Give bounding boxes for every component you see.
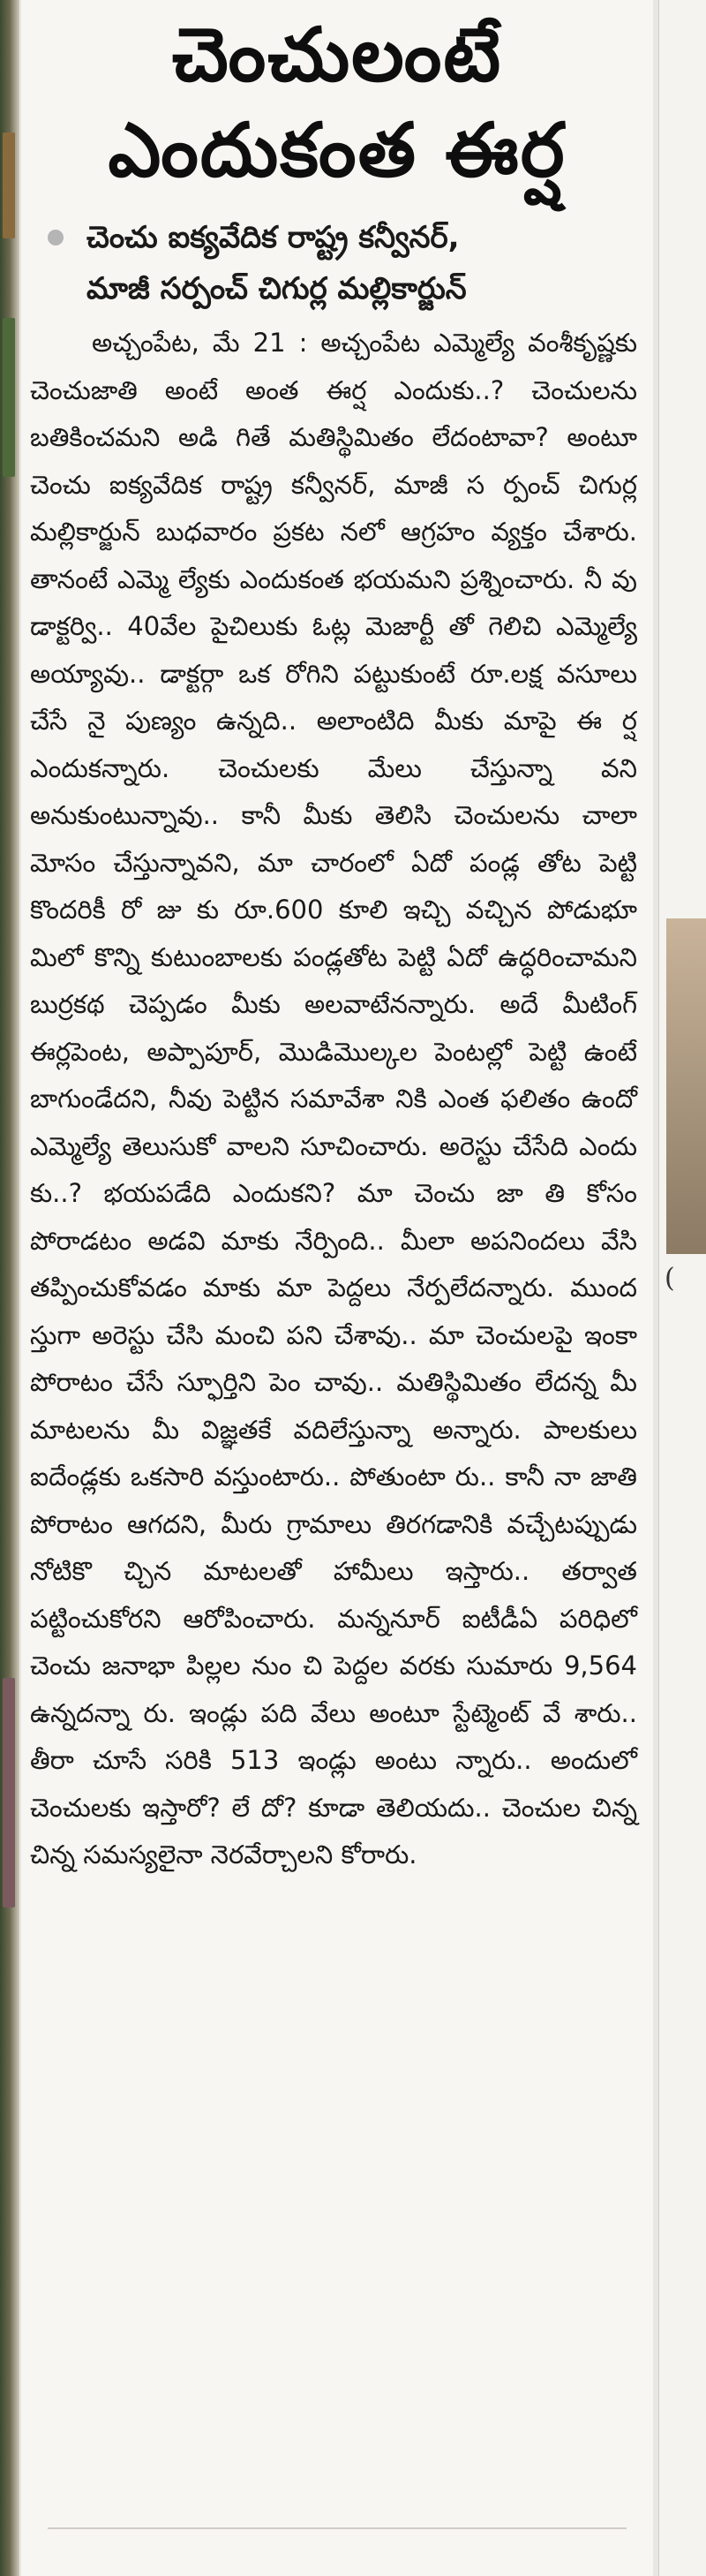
bullet-icon xyxy=(48,230,64,246)
article-paragraph: అచ్చంపేట, మే 21 : అచ్చంపేట ఎమ్మెల్యే వంశీకృష్ణకు చెంచుజాతి అంటే అంత ఈర్ష ఎందుకు..? చెంచులను బతికించమని అడి గితే మతిస్థిమితం లేదంటావా? అంటూ చెంచు ఐక్యవేదిక రాష్ట్ర కన్వీనర్, మాజీ స ర్పంచ్ చిగుర్ల మల్లికార్జున్ బుధవారం ప్రకట నలో ఆగ్రహం వ్యక్తం చేశారు. తానంటే ఎమ్మె ల్యేకు ఎందుకంత భయమని ప్రశ్నించారు. నీ వు డాక్టర్వి.. 40వేల పైచిలుకు ఓట్ల మెజార్టీ తో గెలిచి ఎమ్మెల్యే అయ్యావు.. డాక్టర్గా ఒక రోగిని పట్టుకుంటే రూ.లక్ష వసూలు చేసే నై పుణ్యం ఉన్నది.. అలాంటిది మీకు మాపై ఈ ర్ష ఎందుకన్నారు. చెంచులకు మేలు చేస్తున్నా వని అనుకుంటున్నావు.. కానీ మీకు తెలిసి చెంచులను చాలా మోసం చేస్తున్నావని, మా చారంలో ఏదో పండ్ల తోట పెట్టి కొందరికీ రో జు కు రూ.600 కూలి ఇచ్చి వచ్చిన పోడుభూ మిలో కొన్ని కుటుంబాలకు పండ్లతోట పెట్టి ఏదో ఉద్ధరించామని బుర్రకథ చెప్పడం మీకు అలవాటేనన్నారు. అదే మీటింగ్ ఈర్లపెంట, అప్పాపూర్, మొడిమొల్కల పెంటల్లో పెట్టి ఉంటే బాగుండేదని, నీవు పెట్టిన సమావేశా నికి ఎంత ఫలితం ఉందో ఎమ్మెల్యే తెలుసుకో వాలని సూచించారు. అరెస్టు చేసేది ఎందు కు..? భయపడేది ఎందుకని? మా చెంచు జా తి కోసం పోరాడటం అడవి మాకు నేర్పింది.. మీలా అపనిందలు వేసి తప్పించుకోవడం మాకు మా పెద్దలు నేర్పలేదన్నారు. ముంద స్తుగా అరెస్టు చేసి మంచి పని చేశావు.. మా చెంచులపై ఇంకా పోరాటం చేసే స్ఫూర్తిని పెం చావు.. మతిస్థిమితం లేదన్న మీ మాటలను మీ విజ్ఞతకే వదిలేస్తున్నా అన్నారు. పాలకులు ఐదేండ్లకు ఒకసారి వస్తుంటారు.. పోతుంటా రు.. కానీ నా జాతి పోరాటం ఆగదని, మీరు గ్రామాలు తిరగడానికి వచ్చేటప్పుడు నోటికొ చ్చిన మాటలతో హామీలు ఇస్తారు.. తర్వాత పట్టించుకోరని ఆరోపించారు. మన్ననూర్ ఐటీడీఏ పరిధిలో చెంచు జనాభా పిల్లల నుం చి పెద్దల వరకు సుమారు 9,564 ఉన్నదన్నా రు. ఇండ్లు పది వేలు అంటూ స్టేట్మెంట్ వే శారు.. తీరా చూసే సరికి 513 ఇండ్లు అంటు న్నారు.. అందులో చెంచులకు ఇస్తారో? లే దో? కూడా తెలియదు.. చెంచుల చిన్న చిన్న సమస్యలైనా నెరవేర్చాలని కోరారు. xyxy=(30,328,637,1870)
headline xyxy=(21,0,653,198)
adjacent-column-right-edge xyxy=(658,0,706,2576)
column-divider xyxy=(48,2527,627,2529)
adjacent-photo-fragment xyxy=(3,1678,15,1907)
adjacent-photo-fragment xyxy=(3,132,15,238)
subheadline-row xyxy=(48,212,653,263)
news-article xyxy=(21,0,653,2576)
adjacent-photo-fragment xyxy=(3,318,15,477)
headline-line-1: చెంచులంటే xyxy=(171,11,503,98)
adjacent-column-left-edge xyxy=(0,0,19,2576)
headline-line-2: ఎందుకంత ఈర్ష xyxy=(108,107,567,193)
subheadline xyxy=(21,212,653,314)
subheadline-line-2: మాజీ సర్పంచ్ చిగుర్ల మల్లికార్జున్ xyxy=(86,271,467,306)
adjacent-photo-fragment xyxy=(666,918,706,1254)
adjacent-text-fragment: ( xyxy=(665,1263,675,1294)
subheadline-line-1: చెంచు ఐక్యవేదిక రాష్ట్ర కన్వీనర్, xyxy=(86,220,460,255)
article-body xyxy=(21,320,653,1879)
subheadline-row xyxy=(48,263,653,314)
